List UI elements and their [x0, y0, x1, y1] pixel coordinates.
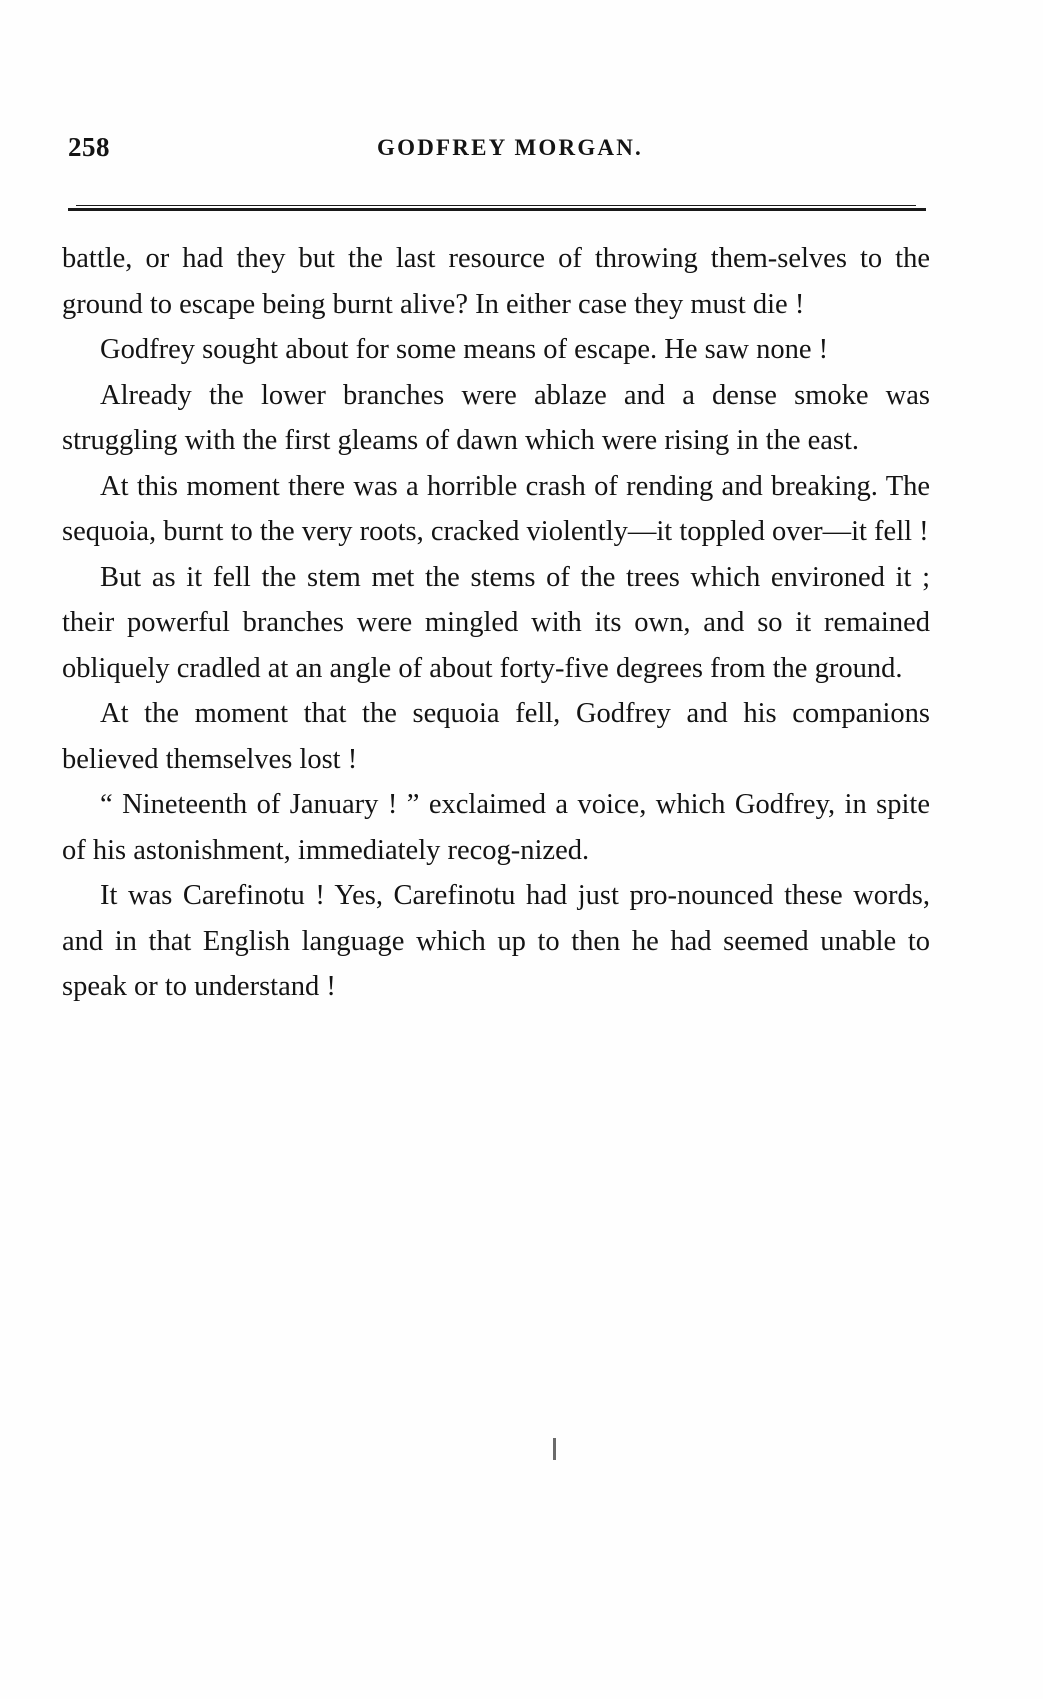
paragraph: battle, or had they but the last resource of throwing them-selves to the ground to escape being burnt alive? In either case they must die !	[62, 243, 930, 320]
running-title: GODFREY MORGAN.	[377, 135, 643, 160]
paragraph: At the moment that the sequoia fell, Godfrey and his companions believed themselves lost !	[62, 698, 930, 775]
paragraph: It was Carefinotu ! Yes, Carefinotu had just pro-nounced these words, and in that English language which up to then he had seemed unable to speak or to understand !	[62, 880, 930, 1002]
page-number: 258	[68, 132, 110, 162]
body-text	[62, 236, 930, 1010]
header-divider	[68, 208, 926, 211]
paragraph: “ Nineteenth of January ! ” exclaimed a voice, which Godfrey, in spite of his astonishment, immediately recog-nized.	[62, 789, 930, 866]
paragraph: But as it fell the stem met the stems of the trees which environed it ; their powerful branches were mingled with its own, and so it remained obliquely cradled at an angle of about forty-five degrees from the ground.	[62, 561, 930, 684]
paragraph: Already the lower branches were ablaze and a dense smoke was struggling with the first gleams of dawn which were rising in the east.	[62, 379, 930, 456]
page-footer-mark	[553, 1438, 556, 1460]
paragraph: Godfrey sought about for some means of escape. He saw none !	[100, 334, 829, 365]
paragraph: At this moment there was a horrible crash of rending and breaking. The sequoia, burnt to the very roots, cracked violently—it toppled over—it fell !	[62, 470, 930, 547]
page-header	[68, 132, 928, 172]
